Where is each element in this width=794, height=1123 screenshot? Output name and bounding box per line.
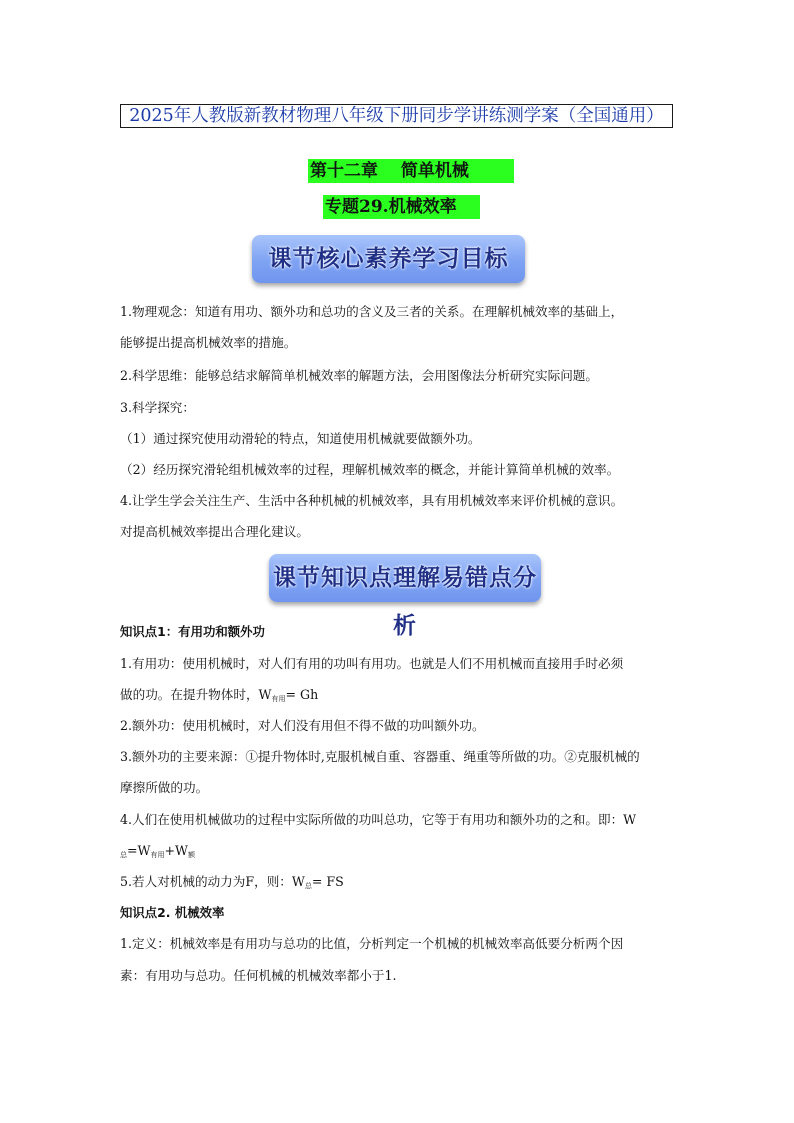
topic-heading: 专题29.机械效率 [323,195,480,219]
knowledge-line: 2.额外功：使用机械时，对人们没有用但不得不做的功叫额外功。 [120,718,485,733]
goal-line: 2.科学思维：能够总结求解简单机械效率的解题方法，会用图像法分析研究实际问题。 [120,368,598,383]
knowledge-line: 4.人们在使用机械做功的过程中实际所做的功叫总功，它等于有用功和额外功的之和。即：W [120,812,637,827]
knowledge-formula-line: $_总=W_{有用}+W_额$ [120,843,195,859]
goal-line: 对提高机械效率提出合理化建议。 [120,524,309,539]
knowledge-line: 摩擦所做的功。 [120,780,209,795]
knowledge-line: 3.额外功的主要来源：①提升物体时,克服机械自重、容器重、绳重等所做的功。②克服机械的 [120,749,640,764]
knowledge-points-banner: 课节知识点理解易错点分析 [269,554,541,602]
learning-goals-banner: 课节核心素养学习目标 [252,235,525,283]
knowledge-line: 素：有用功与总功。任何机械的机械效率都小于1. [120,968,397,983]
goal-line: 3.科学探究： [120,400,195,415]
knowledge-point-2-heading: 知识点2. 机械效率 [120,905,225,920]
knowledge-point-1-heading: 知识点1：有用功和额外功 [120,624,265,639]
goal-line: （2）经历探究滑轮组机械效率的过程，理解机械效率的概念，并能计算简单机械的效率。 [120,462,620,477]
goal-line: （1）通过探究使用动滑轮的特点，知道使用机械就要做额外功。 [120,431,481,446]
chapter-heading: 第十二章 简单机械 [308,159,514,183]
knowledge-line: 1.定义：机械效率是有用功与总功的比值，分析判定一个机械的机械效率高低要分析两个因 [120,936,624,951]
knowledge-line: 1.有用功：使用机械时，对人们有用的功叫有用功。也就是人们不用机械而直接用手时必须 [120,656,624,671]
document-title: 2025年人教版新教材物理八年级下册同步学讲练测学案（全国通用） [120,104,673,128]
goal-line: 1.物理观念：知道有用功、额外功和总功的含义及三者的关系。在理解机械效率的基础上， [120,304,624,319]
knowledge-line: 做的功。在提升物体时，$W_{有用}= Gh$ [120,687,319,703]
knowledge-formula-line: 5.若人对机械的动力为F，则：$W_总=$ FS [120,874,344,890]
goal-line: 4.让学生学会关注生产、生活中各种机械的机械效率，具有用机械效率来评价机械的意识。 [120,493,624,508]
goal-line: 能够提出提高机械效率的措施。 [120,335,297,350]
